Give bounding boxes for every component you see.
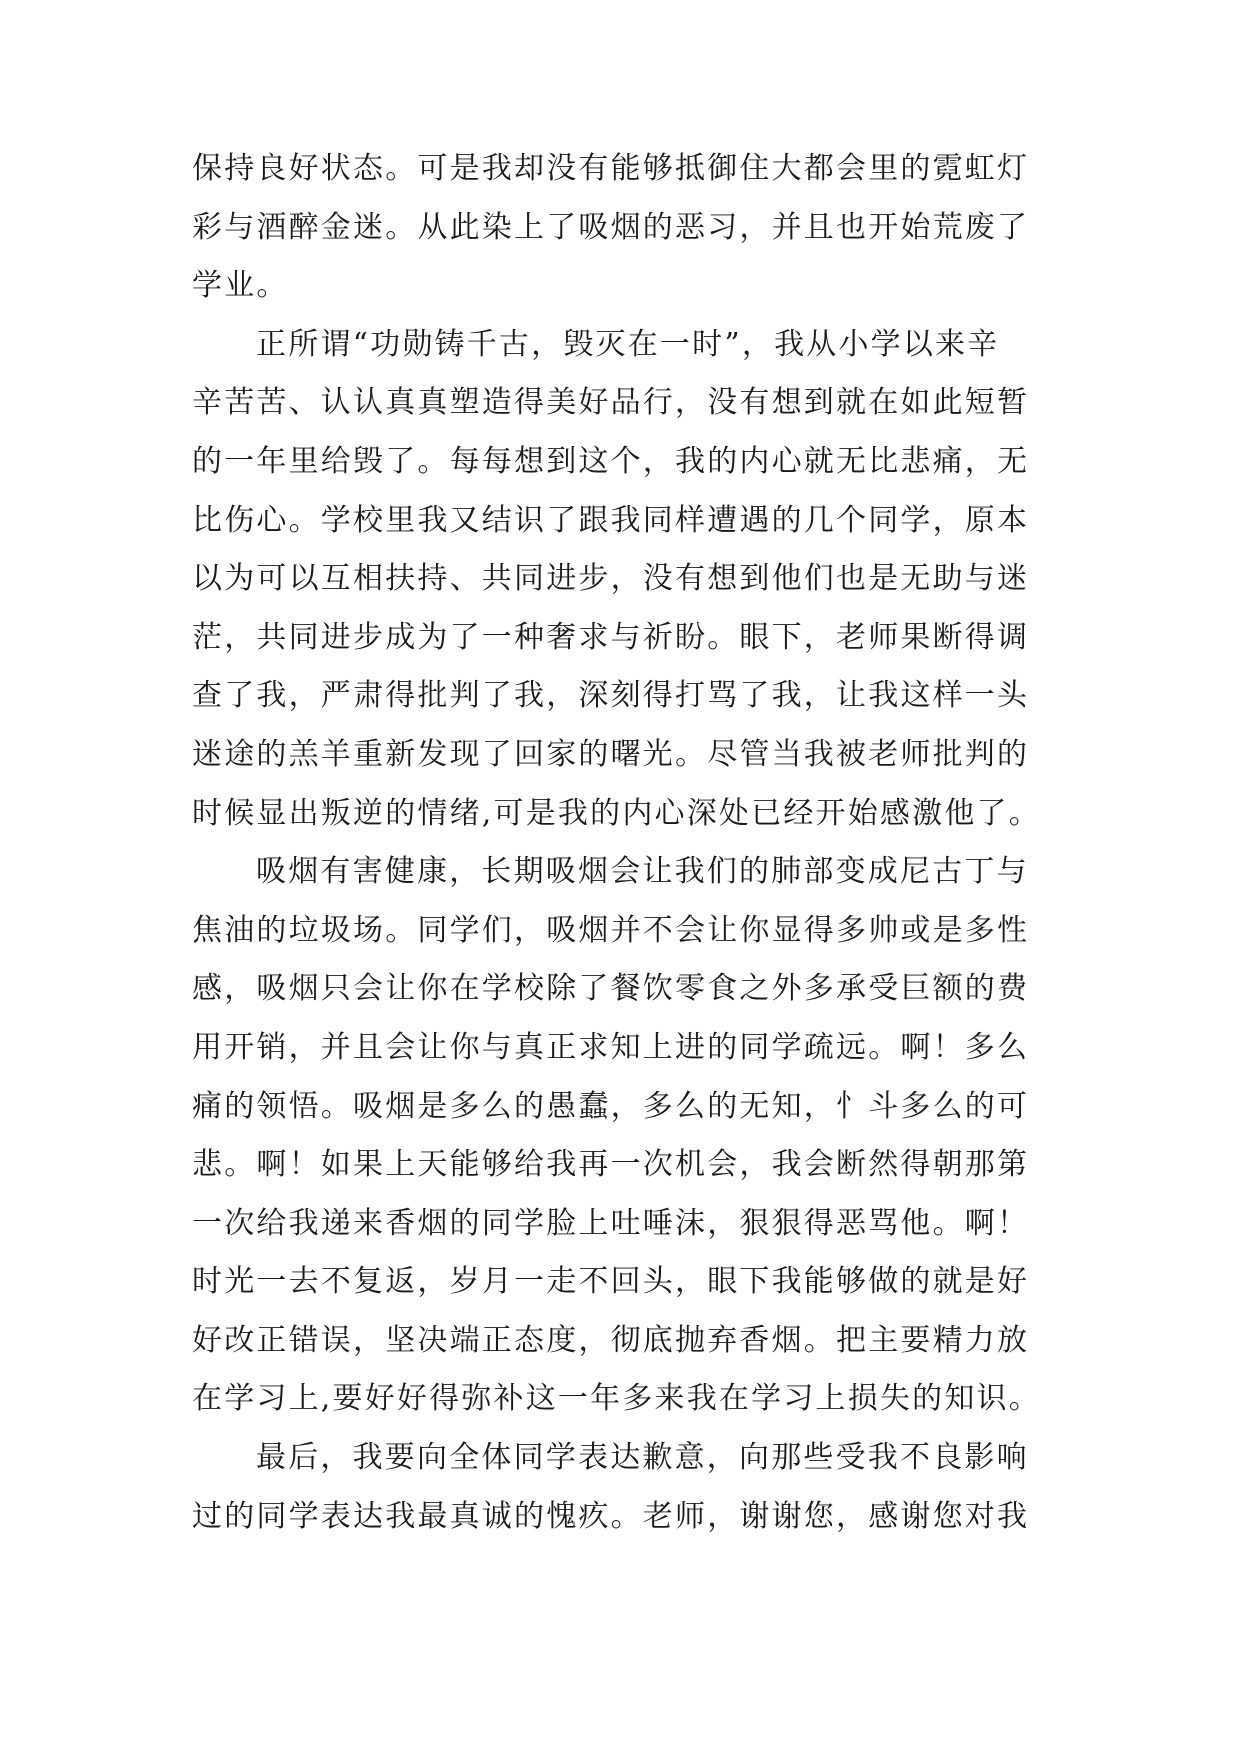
text-line: 比伤心。学校里我又结识了跟我同样遭遇的几个同学，原本	[192, 502, 1030, 538]
text-line: 时光一去不复返，岁月一走不回头，眼下我能够做的就是好	[192, 1264, 1030, 1300]
text-line: 辛苦苦、认认真真塑造得美好品行，没有想到就在如此短暂	[192, 385, 1030, 421]
text-line: 保持良好状态。可是我却没有能够抵御住大都会里的霓虹灯	[192, 151, 1030, 186]
text-line: 用开销，并且会让你与真正求知上进的同学疏远。啊！多么	[192, 1029, 1030, 1065]
text-line: 感，吸烟只会让你在学校除了餐饮零食之外多承受巨额的费	[192, 971, 1030, 1007]
text-line: 悲。啊！如果上天能够给我再一次机会，我会断然得朝那第	[192, 1147, 1030, 1183]
text-line: 过的同学表达我最真诚的愧疚。老师，谢谢您，感谢您对我	[192, 1498, 1030, 1534]
text-line: 痛的领悟。吸烟是多么的愚蠢，多么的无知，忄斗多么的可	[192, 1088, 1030, 1124]
text-line: 学业。	[192, 268, 289, 304]
paragraph-first-line: 最后，我要向全体同学表达歉意，向那些受我不良影响	[256, 1440, 1029, 1476]
text-line: 以为可以互相扶持、共同进步，没有想到他们也是无助与迷	[192, 561, 1030, 597]
text-line: 焦油的垃圾场。同学们，吸烟并不会让你显得多帅或是多性	[192, 912, 1030, 948]
text-line: 迷途的羔羊重新发现了回家的曙光。尽管当我被老师批判的	[192, 736, 1030, 772]
paragraph-first-line: 吸烟有害健康，长期吸烟会让我们的肺部变成尼古丁与	[256, 854, 1029, 890]
text-line: 茫，共同进步成为了一种奢求与祈盼。眼下，老师果断得调	[192, 619, 1030, 655]
text-line: 的一年里给毁了。每每想到这个，我的内心就无比悲痛，无	[192, 443, 1030, 479]
text-line: 在学习上,要好好得弥补这一年多来我在学习上损失的知识。	[192, 1381, 1041, 1417]
text-line: 查了我，严肃得批判了我，深刻得打骂了我，让我这样一头	[192, 678, 1030, 714]
text-line: 彩与酒醉金迷。从此染上了吸烟的恶习，并且也开始荒废了	[192, 209, 1030, 245]
text-line: 时候显出叛逆的情绪,可是我的内心深处已经开始感激他了。	[192, 795, 1041, 831]
paragraph-first-line: 正所谓“功勋铸千古，毁灭在一时”，我从小学以来辛	[256, 326, 1000, 362]
body-text	[192, 140, 1052, 1546]
text-line: 好改正错误，坚决端正态度，彻底抛弃香烟。把主要精力放	[192, 1322, 1030, 1358]
text-line: 一次给我递来香烟的同学脸上吐唾沫，狠狠得恶骂他。啊！	[192, 1205, 1030, 1241]
